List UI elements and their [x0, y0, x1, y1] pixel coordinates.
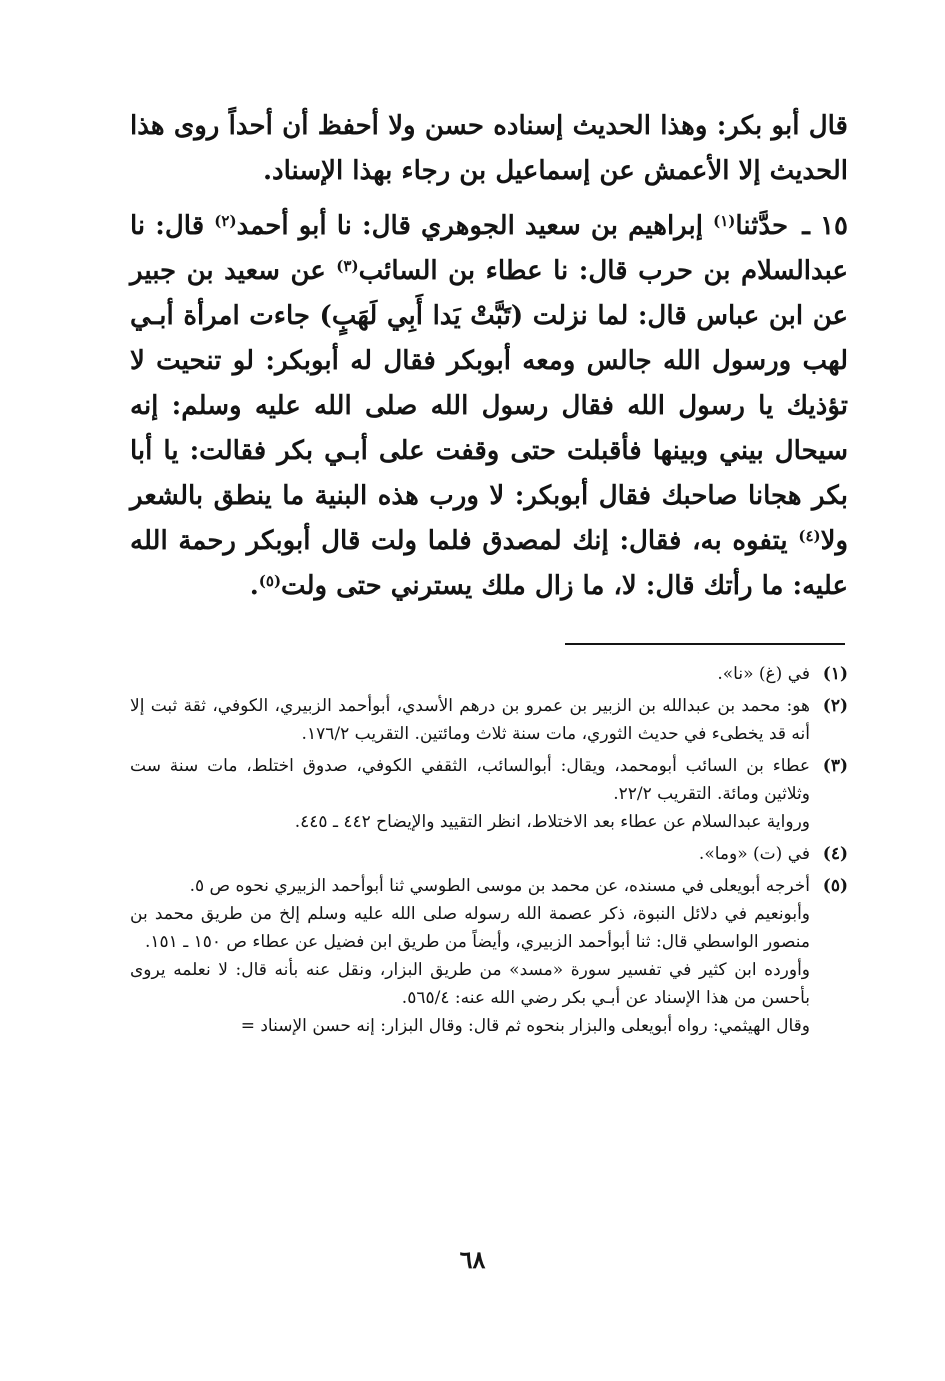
footnote-divider	[565, 643, 845, 645]
hadith-paragraph	[130, 204, 848, 609]
footnote-line: وأبونعيم في دلائل النبوة، ذكر عصمة الله رسوله صلى الله عليه وسلم إلخ من طريق محمد بن منصور الواسطي قال: ثنا أبوأحمد الزبيري، وأيضاً من طريق ابن فضيل عن عطاء ص ١٥٠ ـ ١٥١.	[130, 904, 810, 952]
intro-paragraph: قال أبو بكر: وهذا الحديث إسناده حسن ولا أحفظ أن أحداً روى هذا الحديث إلا الأعمش عن إسماعيل بن رجاء بهذا الإسناد.	[130, 111, 848, 186]
hadith-text: عن سعيد بن جبير عن ابن عباس قال: لما نزلت (تَبَّتْ يَدا أَبِي لَهَبٍ) جاءت امرأة أبـي لهب ورسول الله جالس ومعه أبوبكر فقال له أبوبكر: لو تنحيت لا تؤذيك يا رسول الله فقال رسول الله صلى الله عليه وسلم: إنه سيحال بيني وبينها فأقبلت حتى وقفت على أبـي بكر فقالت: يا أبا بكر هجانا صاحبك فقال أبوبكر: لا ورب هذه البنية ما ينطق بالشعر ولا	[130, 256, 848, 556]
footnote-body	[130, 840, 810, 868]
footnote-1	[130, 660, 848, 688]
footnote-3	[130, 752, 848, 836]
footnote-line: وأورده ابن كثير في تفسير سورة «مسد» من طريق البزار، ونقل عنه بأنه قال: لا نعلمه يروى بأحسن من هذا الإسناد عن أبـي بكر رضي الله عنه: ٥٦٥/٤.	[130, 960, 810, 1008]
hadith-text: .	[249, 571, 259, 601]
hadith-text: حدَّثنا	[735, 211, 789, 241]
hadith-text: إبراهيم بن سعيد الجوهري قال: نا أبو أحمد	[236, 211, 714, 241]
footnote-line: في (ت) «وما».	[698, 844, 810, 864]
hadith-number: ١٥ ـ	[802, 211, 848, 241]
footnote-2	[130, 692, 848, 748]
footnote-marker: (٤)	[822, 844, 848, 864]
footnote-body	[130, 752, 810, 836]
footnote-ref-5[interactable]: (٥)	[258, 572, 282, 590]
footnote-line: هو: محمد بن عبدالله بن الزبير بن عمرو بن درهم الأسدي، أبوأحمد الزبيري، الكوفي، ثقة ثبت إلا أنه قد يخطىء في حديث الثوري، مات سنة ثلاث ومائتين. التقريب ١٧٦/٢.	[130, 696, 810, 744]
footnote-line: ورواية عبدالسلام عن عطاء بعد الاختلاط، انظر التقييد والإيضاح ٤٤٢ ـ ٤٤٥.	[294, 812, 810, 832]
footnote-marker: (٢)	[822, 696, 848, 716]
footnote-line: أخرجه أبويعلى في مسنده، عن محمد بن موسى الطوسي ثنا أبوأحمد الزبيري نحوه ص ٥.	[189, 876, 810, 896]
footnote-body	[130, 872, 810, 1040]
footnote-line: في (غ) «نا».	[717, 664, 810, 684]
footnote-ref-3[interactable]: (٣)	[336, 257, 359, 275]
footnote-body	[130, 660, 810, 688]
hadith-text: يتفوه به، فقال: إنك لمصدق فلما ولت قال أبوبكر رحمة الله عليه: ما رأتك قال: لا، ما زال ملك يسترني حتى ولت	[130, 526, 848, 601]
footnote-4	[130, 840, 848, 868]
hadith-text: قال: نا عبدالسلام بن حرب قال: نا عطاء بن السائب	[130, 211, 848, 286]
main-text	[130, 104, 848, 609]
footnote-ref-4[interactable]: (٤)	[798, 527, 821, 545]
footnote-line: عطاء بن السائب أبومحمد، ويقال: أبوالسائب، الثقفي الكوفي، صدوق اختلط، مات سنة ست وثلاثين ومائة. التقريب ٢٢/٢.	[130, 756, 810, 804]
footnote-line: وقال الهيثمي: رواه أبويعلى والبزار بنحوه ثم قال: وقال البزار: إنه حسن الإسناد =	[240, 1016, 810, 1036]
footnote-marker: (١)	[822, 664, 848, 684]
footnote-5	[130, 872, 848, 1040]
footnote-marker: (٣)	[822, 756, 848, 776]
footnote-marker: (٥)	[822, 876, 848, 896]
footnote-body	[130, 692, 810, 748]
footnote-ref-2[interactable]: (٢)	[214, 212, 237, 230]
page-number: ٦٨	[459, 1245, 486, 1274]
footnote-ref-1[interactable]: (١)	[713, 212, 736, 230]
footnotes-section	[130, 660, 848, 1040]
